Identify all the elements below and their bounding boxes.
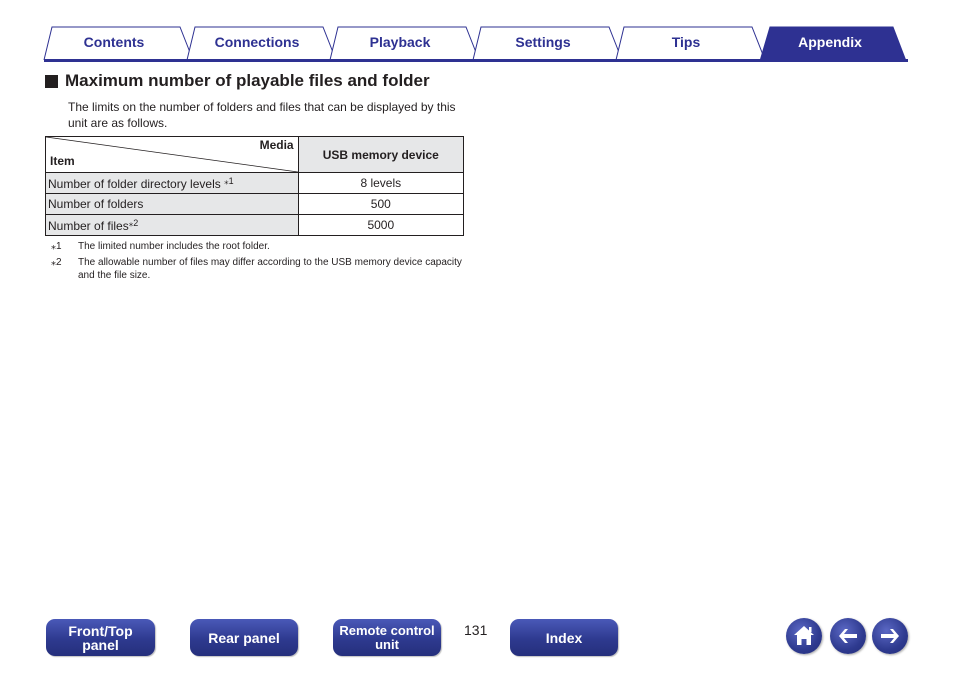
footnote-mark: ⁎1 [51, 241, 62, 252]
front-top-panel-label-line1: Front/Top [68, 622, 133, 639]
forward-button[interactable] [872, 618, 908, 654]
row-label-text: Number of folder directory levels [48, 176, 225, 191]
footnote-text: The limited number includes the root folder. [78, 241, 270, 252]
rear-panel-label: Rear panel [208, 629, 280, 646]
section-title-text: Maximum number of playable files and folder [65, 71, 430, 90]
header-usb-memory-device: USB memory device [298, 137, 463, 173]
limits-table [45, 136, 464, 236]
home-icon [786, 618, 822, 654]
footnote-item [51, 240, 471, 253]
row-label-files [46, 215, 299, 236]
footnote-mark: ⁎2 [51, 257, 62, 268]
table-header-diagonal-cell [46, 137, 299, 173]
section-title [45, 71, 430, 91]
row-value-folders: 500 [298, 194, 463, 215]
header-media: Media [259, 138, 294, 152]
table-row [46, 215, 464, 236]
tab-contents-label: Contents [83, 34, 145, 50]
tab-tips-label: Tips [671, 34, 701, 50]
index-button[interactable] [510, 619, 618, 656]
row-value-files: 5000 [298, 215, 463, 236]
page-number: 131 [464, 622, 488, 638]
remote-control-label-line1: Remote control [339, 622, 435, 638]
row-label-text: Number of folders [48, 197, 144, 211]
tab-connections-label: Connections [214, 34, 300, 50]
header-item: Item [50, 154, 75, 168]
row-label-text: Number of files [48, 218, 129, 233]
square-bullet-icon [45, 75, 58, 88]
table-header-row [46, 137, 464, 173]
row-label-folder-levels [46, 173, 299, 194]
footnote-ref: ⁎1 [224, 175, 234, 186]
back-button[interactable] [830, 618, 866, 654]
row-value-folder-levels: 8 levels [298, 173, 463, 194]
remote-control-unit-button[interactable] [333, 619, 441, 656]
tab-settings-label: Settings [515, 34, 571, 50]
footnotes [51, 240, 471, 285]
tab-appendix-label: Appendix [798, 34, 862, 50]
remote-control-label-line2: unit [375, 636, 399, 652]
footnote-ref: ⁎2 [128, 217, 139, 228]
arrow-right-icon [872, 618, 908, 654]
table-row [46, 194, 464, 215]
table-row [46, 173, 464, 194]
front-top-panel-button[interactable] [46, 619, 155, 656]
index-label: Index [545, 629, 583, 646]
arrow-left-icon [830, 618, 866, 654]
tab-playback-label: Playback [369, 34, 431, 50]
tab-bar [0, 0, 954, 64]
row-label-folders [46, 194, 299, 215]
rear-panel-button[interactable] [190, 619, 298, 656]
front-top-panel-label-line2: panel [82, 636, 119, 653]
footnote-text: The allowable number of files may differ according to the USB memory device capacity and the file size. [78, 257, 462, 281]
home-button[interactable] [786, 618, 822, 654]
footnote-item [51, 256, 471, 282]
intro-paragraph: The limits on the number of folders and files that can be displayed by this unit are as follows. [68, 100, 456, 130]
